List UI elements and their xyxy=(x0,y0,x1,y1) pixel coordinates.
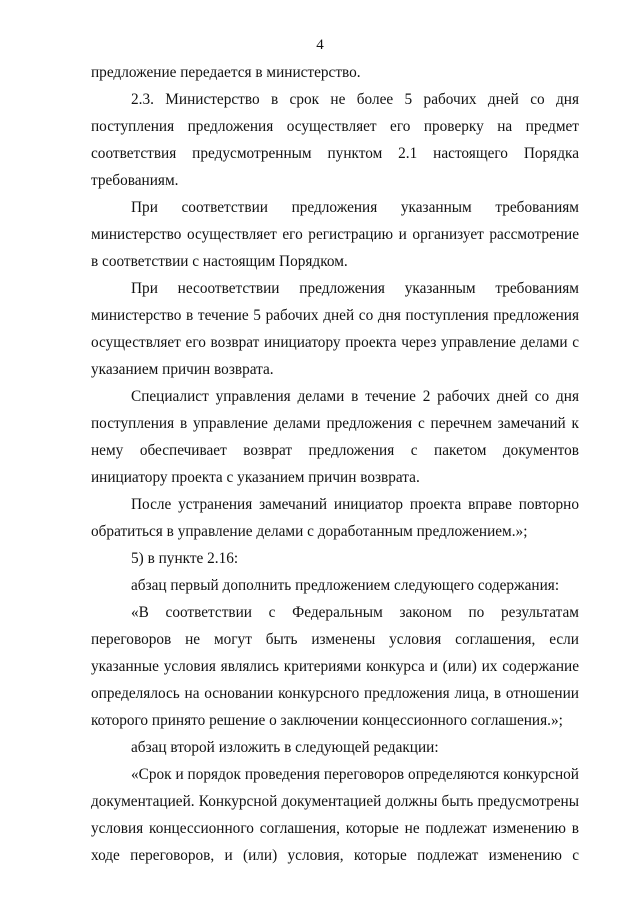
paragraph-2-3: 2.3. Министерство в срок не более 5 рабочих дней со дня поступления предложения осуществляет его проверку на предмет соответствия предусмотренным пунктом 2.1 настоящего Порядка требованиям. xyxy=(91,91,579,189)
paragraph-resubmission: После устранения замечаний инициатор проекта вправе повторно обратиться в управление делами с доработанным предложением.»; xyxy=(91,496,579,540)
paragraph-item-5: 5) в пункте 2.16: xyxy=(131,550,239,567)
paragraph-federal-law-quote: «В соответствии с Федеральным законом по результатам переговоров не могут быть изменены условия соглашения, если указанные условия являлись критериями конкурса и (или) их содержание определялось на основании конкурсного предложения лица, в отношении которого принято решение о заключении концессионного соглашения.»; xyxy=(91,604,579,729)
paragraph-first-abzac: абзац первый дополнить предложением следующего содержания: xyxy=(131,577,560,594)
page-number: 4 xyxy=(316,37,324,53)
paragraph-compliance: При соответствии предложения указанным требованиям министерство осуществляет его регистрацию и организует рассмотрение в соответствии с настоящим Порядком. xyxy=(91,199,579,270)
paragraph-specialist: Специалист управления делами в течение 2 рабочих дней со дня поступления в управление делами предложения с перечнем замечаний к нему обеспечивает возврат предложения с пакетом документов инициатору проекта с указанием причин возврата. xyxy=(91,388,579,486)
paragraph-negotiation-quote: «Срок и порядок проведения переговоров определяются конкурсной документацией. Конкурсной документацией должны быть предусмотрены условия концессионного соглашения, которые не подлежат изменению в ходе переговоров, и (или) условия, которые подлежат изменению с xyxy=(91,766,579,864)
paragraph-noncompliance: При несоответствии предложения указанным требованиям министерство в течение 5 рабочих дней со дня поступления предложения осуществляет его возврат инициатору проекта через управление делами с указанием причин возврата. xyxy=(91,280,579,378)
paragraph-continuation: предложение передается в министерство. xyxy=(91,64,361,81)
document-body xyxy=(91,59,579,869)
paragraph-second-abzac: абзац второй изложить в следующей редакции: xyxy=(131,739,439,756)
